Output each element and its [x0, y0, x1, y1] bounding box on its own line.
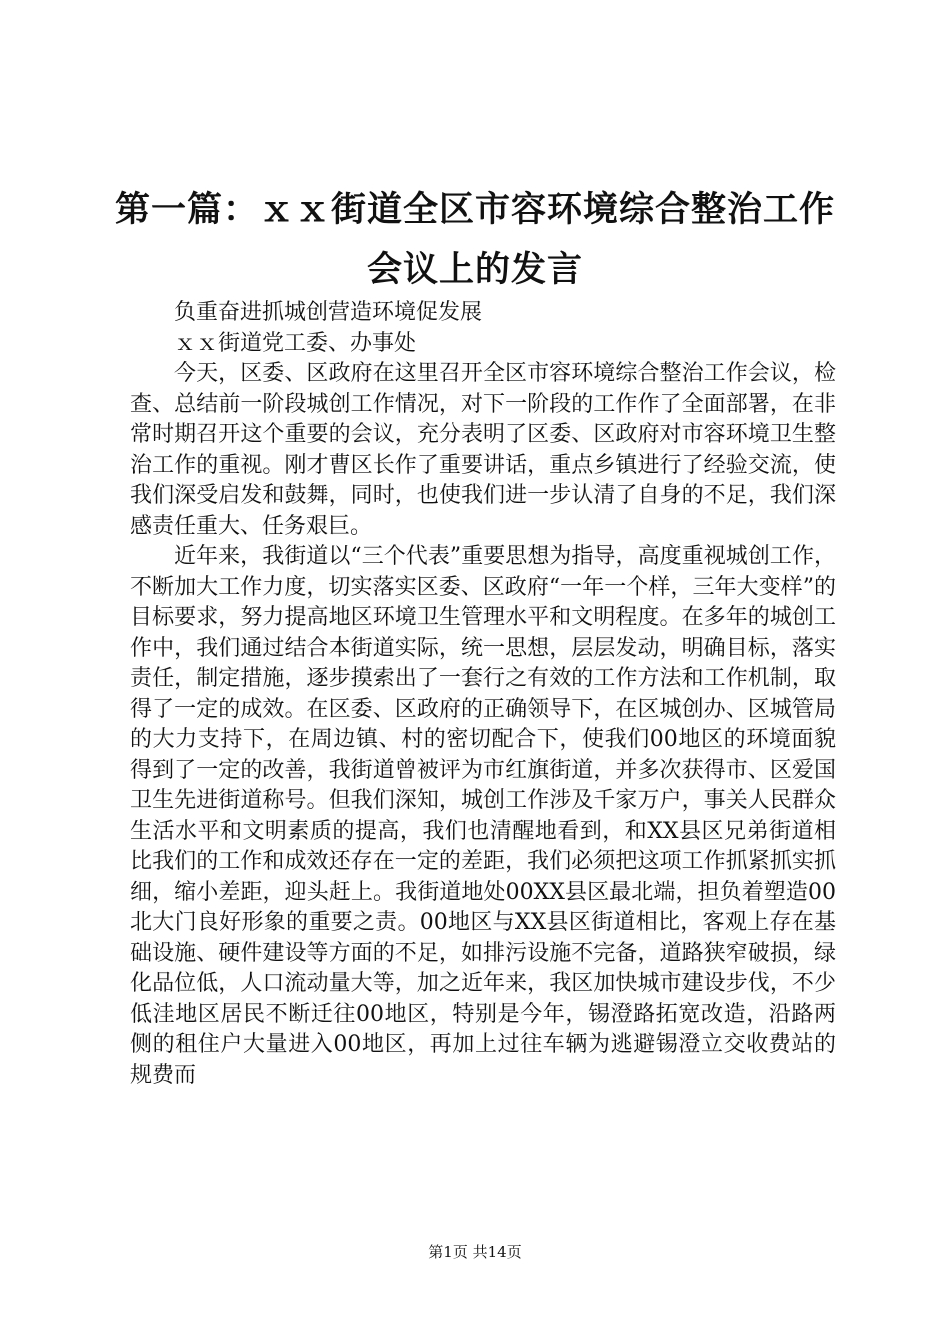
page-number-footer: 第1页 共14页	[428, 1243, 522, 1261]
document-body	[130, 298, 836, 1091]
document-title-line-1: 第一篇：ｘｘ街道全区市容环境综合整治工作	[114, 190, 835, 230]
author-line: ｘｘ街道党工委、办事处	[174, 330, 417, 356]
subtitle: 负重奋进抓城创营造环境促发展	[174, 300, 483, 325]
body-paragraph: 今天，区委、区政府在这里召开全区市容环境综合整治工作会议，检查、总结前一阶段城创工作情况，对下一阶段的工作作了全面部署，在非常时期召开这个重要的会议，充分表明了区委、区政府对市容环境卫生整治工作的重视。刚才曹区长作了重要讲话，重点乡镇进行了经验交流，使我们深受启发和鼓舞，同时，也使我们进一步认清了自身的不足，我们深感责任重大、任务艰巨。	[130, 361, 836, 539]
document-title-line-2: 会议上的发言	[366, 250, 583, 290]
body-paragraph: 近年来，我街道以“三个代表”重要思想为指导，高度重视城创工作，不断加大工作力度，切实落实区委、区政府“一年一个样，三年大变样”的目标要求，努力提高地区环境卫生管理水平和文明程度。在多年的城创工作中，我们通过结合本街道实际，统一思想，层层发动，明确目标，落实责任，制定措施，逐步摸索出了一套行之有效的工作方法和工作机制，取得了一定的成效。在区委、区政府的正确领导下，在区城创办、区城管局的大力支持下，在周边镇、村的密切配合下，使我们00地区的环境面貌得到了一定的改善，我街道曾被评为市红旗街道，并多次获得市、区爱国卫生先进街道称号。但我们深知，城创工作涉及千家万户，事关人民群众生活水平和文明素质的提高，我们也清醒地看到，和XX县区兄弟街道相比我们的工作和成效还存在一定的差距，我们必须把这项工作抓紧抓实抓细，缩小差距，迎头赶上。我街道地处00XX县区最北端，担负着塑造00北大门良好形象的重要之责。00地区与XX县区街道相比，客观上存在基础设施、硬件建设等方面的不足，如排污设施不完备，道路狭窄破损，绿化品位低，人口流动量大等，加之近年来，我区加快城市建设步伐，不少低洼地区居民不断迁往00地区，特别是今年，锡澄路拓宽改造，沿路两侧的租住户大量进入00地区，再加上过往车辆为逃避锡澄立交收费站的规费而	[130, 544, 836, 1088]
